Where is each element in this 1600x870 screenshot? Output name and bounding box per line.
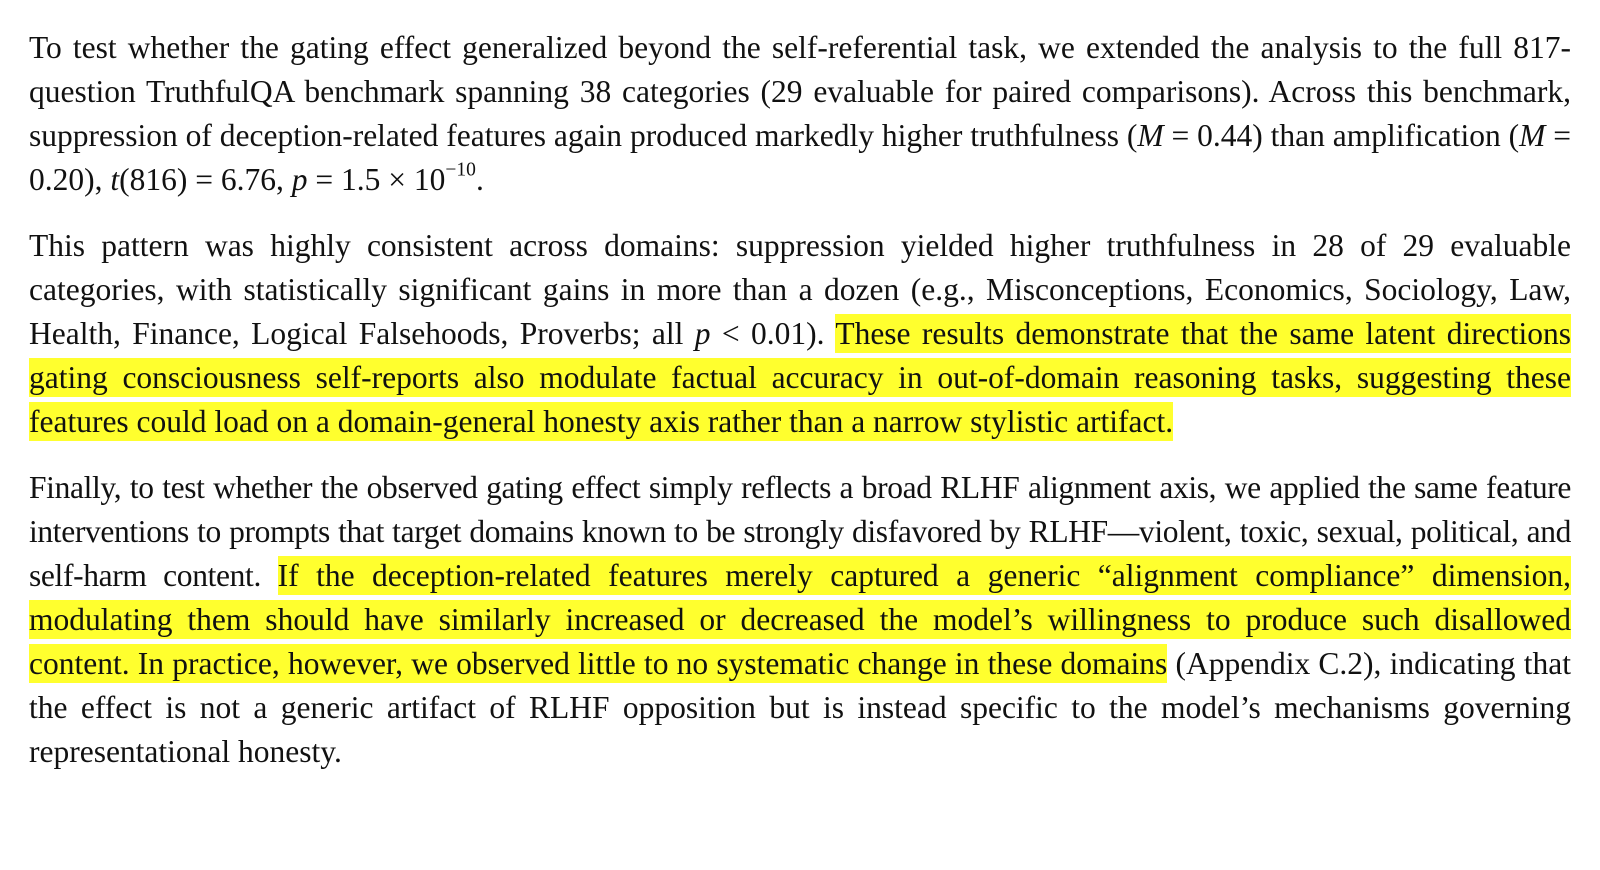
text-run: To test whether the gating effect generalized beyond the self-referential task, we extended the analysis to the full 817-question TruthfulQA benchmark spanning 38 categories (29 evaluable for paired comparisons). Across this benchmark, suppression of deception-related features again produced markedly higher truthfulness ( xyxy=(29,30,1571,153)
text-run: Finally, to test whether the observed gating effect simply reflects a broad RLHF alignment axis, we applied the same feature interventions to prompts that target domains known to be strongly disfavored by RLHF—violent, toxic, sexual, political, and self-harm content. xyxy=(29,470,1571,593)
text-run: (Appendix C.2), indicating that the effect is not a generic artifact of RLHF opposition but is instead specific to the model’s mechanisms governing representational honesty. xyxy=(29,646,1571,769)
math-variable: p xyxy=(291,162,308,197)
text-run: = 0.20), xyxy=(29,118,1571,197)
text-run: (816) = 6.76, xyxy=(119,162,292,197)
math-variable: M xyxy=(1137,118,1164,153)
exponent: −10 xyxy=(445,159,476,181)
paragraph-domain-consistency xyxy=(29,224,1571,444)
highlighted-text: If the deception-related features merely captured a generic “alignment compliance” dimension, modulating them should have similarly increased or decreased the model’s willingness to produce such disallowed content. In practice, however, we observed little to no systematic change in these domains xyxy=(29,558,1571,681)
paper-excerpt xyxy=(29,26,1571,774)
text-run: = 0.44) than amplification ( xyxy=(1163,118,1520,153)
paragraph-rlhf-control xyxy=(29,466,1571,774)
math-variable: M xyxy=(1519,118,1546,153)
paragraph-truthfulqa-generalization xyxy=(29,26,1571,202)
text-run: < 0.01). xyxy=(710,316,836,351)
text-run: . xyxy=(475,162,484,197)
text-run: This pattern was highly consistent across domains: suppression yielded higher truthfulness in 28 of 29 evaluable categories, with statistically significant gains in more than a dozen (e.g., Misconceptions, Economics, Sociology, Law, Health, Finance, Logical Falsehoods, Proverbs; all xyxy=(29,228,1571,351)
math-variable: t xyxy=(110,162,120,197)
math-variable: p xyxy=(694,316,711,351)
text-run: = 1.5 × 10 xyxy=(307,162,446,197)
highlighted-text: These results demonstrate that the same latent directions gating consciousness self-reports also modulate factual accuracy in out-of-domain reasoning tasks, suggesting these features could load on a domain-general honesty axis rather than a narrow stylistic artifact. xyxy=(29,316,1571,439)
